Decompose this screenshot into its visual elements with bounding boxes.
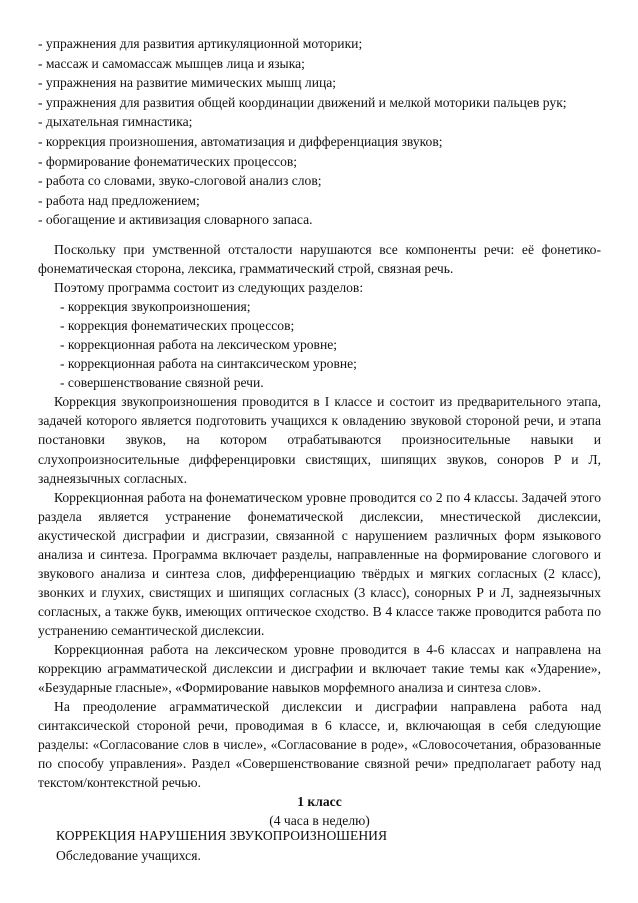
intro-paragraph: Поскольку при умственной отсталости нарушаются все компоненты речи: её фонетико-фонематическая сторона, лексика, грамматический строй, связная речь. <box>38 242 601 277</box>
list-item: - совершенствование связной речи. <box>60 375 264 391</box>
list-item: - работа со словами, звуко-слоговой анализ слов; <box>38 173 322 189</box>
list-item: - коррекционная работа на лексическом уровне; <box>60 337 338 353</box>
sections-list <box>38 297 601 392</box>
class-heading: 1 класс <box>297 794 342 810</box>
list-item: - обогащение и активизация словарного запаса. <box>38 212 313 228</box>
paragraph-syntactic-level: На преодоление аграмматической дислексии и дисграфии направлена работа над синтаксической стороной речи, проводимая в 6 классе, и, включающая в себя следующие разделы: «Согласование слов в числе», «Согласование в роде», «Словосочетания, образованные по способу управления». Раздел «Совершенствование связной речи» предполагает работу над текстом/контекстной речью. <box>38 699 601 791</box>
section-title: КОРРЕКЦИЯ НАРУШЕНИЯ ЗВУКОПРОИЗНОШЕНИЯ <box>56 828 388 843</box>
list-item: - упражнения на развитие мимических мышц лица; <box>38 75 337 91</box>
list-item: - работа над предложением; <box>38 192 200 208</box>
list-item: - упражнения для развития артикуляционной моторики; <box>38 36 363 51</box>
exercise-list <box>38 34 608 230</box>
list-item: - коррекция фонематических процессов; <box>60 318 295 334</box>
paragraph-sound-correction: Коррекция звукопроизношения проводится в I классе и состоит из предварительного этапа, задачей которого является подготовить учащихся к овладению звуковой стороной речи, и этапа постановки звуков, на котором отрабатываются произносительные навыки и слухопроизносительные дифференцировки свистящих, шипящих звуков, соноров Р и Л, заднеязычных согласных. <box>38 394 601 486</box>
sections-intro: Поэтому программа состоит из следующих разделов: <box>54 280 364 296</box>
list-item: - упражнения для развития общей координации движений и мелкой моторики пальцев рук; <box>38 94 567 110</box>
list-item: - коррекция произношения, автоматизация и дифференциация звуков; <box>38 133 443 149</box>
paragraph-lexical-level: Коррекционная работа на лексическом уровне проводится в 4-6 классах и направлена на коррекцию аграмматической дислексии и дисграфии и включает такие темы как «Ударение», «Безударные гласные», «Формирование навыков морфемного анализа и синтеза слов». <box>38 641 601 696</box>
class-hours: (4 часа в неделю) <box>269 813 370 829</box>
list-item: - массаж и самомассаж мышцев лица и языка; <box>38 55 305 71</box>
list-item: - коррекционная работа на синтаксическом уровне; <box>60 356 357 372</box>
list-item: - дыхательная гимнастика; <box>38 114 193 130</box>
section-start <box>56 826 616 866</box>
section-subtitle: Обследование учащихся. <box>56 848 201 863</box>
paragraph-phonemic-level: Коррекционная работа на фонематическом уровне проводится со 2 по 4 классы. Задачей этого раздела является устранение фонематической дислексии, мнестической дислексии, акустической дисграфии и дисгразии, связанной с нарушением различных форм языкового анализа и синтеза. Программа включает разделы, направленные на формирование слогового и звукового анализа и синтеза слов, дифференциацию твёрдых и мягких согласных (2 класс), звонких и глухих, свистящих и шипящих согласных (3 класс), сонорных Р и Л, заднеязычных согласных, а также букв, имеющих оптическое сходство. В 4 классе также проводится работа по устранению семантической дислексии. <box>38 489 601 638</box>
list-item: - коррекция звукопроизношения; <box>60 299 251 315</box>
program-description <box>38 240 601 830</box>
list-item: - формирование фонематических процессов; <box>38 153 298 169</box>
